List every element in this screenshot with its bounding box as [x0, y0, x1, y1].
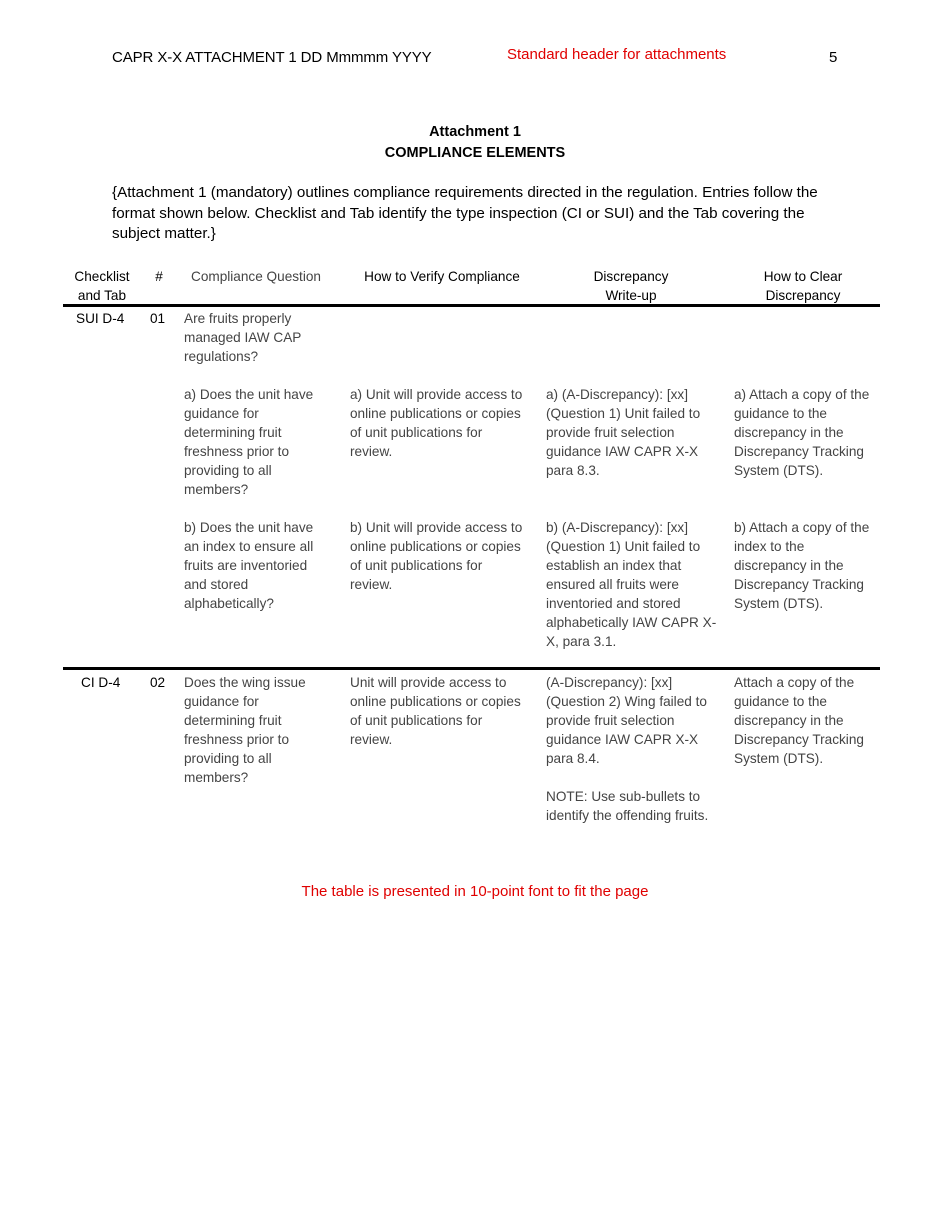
document-header: CAPR X-X ATTACHMENT 1 DD Mmmmm YYYY	[112, 49, 432, 66]
row1b-clear: b) Attach a copy of the index to the discrepancy in the Discrepancy Tracking System (DTS).	[734, 520, 870, 611]
attachment-title-line2: COMPLIANCE ELEMENTS	[384, 145, 566, 161]
row1-number: 01	[150, 311, 166, 326]
row1a-question: a) Does the unit have guidance for determining fruit freshness prior to providing to all members?	[184, 387, 314, 497]
row2-number: 02	[150, 675, 166, 690]
col-header-checklist-tab: Checklist and Tab	[74, 269, 130, 303]
row2-discrepancy: (A-Discrepancy): [xx] (Question 2) Wing failed to provide fruit selection guidance IAW CAPR X-X para 8.4.	[546, 675, 707, 766]
row2-checklist-tab: CI D-4	[81, 675, 121, 690]
row1a-discrepancy: a) (A-Discrepancy): [xx] (Question 1) Unit failed to provide fruit selection guidance IAW CAPR X-X para 8.3.	[546, 387, 701, 478]
row1a-verify: a) Unit will provide access to online publications or copies of unit publications for review.	[350, 387, 523, 459]
row-divider	[63, 667, 880, 670]
row2-note: NOTE: Use sub-bullets to identify the offending fruits.	[546, 789, 709, 823]
header-annotation: Standard header for attachments	[507, 46, 727, 63]
col-header-number: #	[155, 269, 163, 284]
row2-question: Does the wing issue guidance for determining fruit freshness prior to providing to all members?	[184, 675, 306, 785]
col-header-question: Compliance Question	[191, 269, 321, 284]
row1b-discrepancy: b) (A-Discrepancy): [xx] (Question 1) Unit failed to establish an index that ensured all fruits were inventoried and stored alphabetically IAW CAPR X-X, para 3.1.	[546, 520, 717, 649]
row1b-question: b) Does the unit have an index to ensure all fruits are inventoried and stored alphabetically?	[184, 520, 314, 611]
row1a-clear: a) Attach a copy of the guidance to the discrepancy in the Discrepancy Tracking System (DTS).	[734, 387, 870, 478]
row2-clear: Attach a copy of the guidance to the discrepancy in the Discrepancy Tracking System (DTS).	[734, 675, 864, 766]
intro-paragraph: {Attachment 1 (mandatory) outlines compliance requirements directed in the regulation. Entries follow the format shown below. Checklist and Tab identify the type inspection (CI or SUI) and the Tab covering the subject matter.}	[112, 184, 818, 242]
row1b-verify: b) Unit will provide access to online publications or copies of unit publications for review.	[350, 520, 523, 592]
col-header-verify: How to Verify Compliance	[364, 269, 520, 284]
row1-question: Are fruits properly managed IAW CAP regulations?	[184, 311, 302, 364]
row1-checklist-tab: SUI D-4	[76, 311, 125, 326]
attachment-title	[0, 122, 950, 164]
col-header-clear: How to Clear Discrepancy	[763, 269, 843, 303]
attachment-title-line1: Attachment 1	[429, 124, 521, 140]
col-header-discrepancy: Discrepancy Write-up	[593, 269, 669, 303]
table-header-rule	[63, 304, 880, 307]
page-number: 5	[829, 49, 838, 66]
table-font-annotation: The table is presented in 10-point font to fit the page	[301, 883, 649, 900]
row2-verify: Unit will provide access to online publications or copies of unit publications for review.	[350, 675, 521, 747]
